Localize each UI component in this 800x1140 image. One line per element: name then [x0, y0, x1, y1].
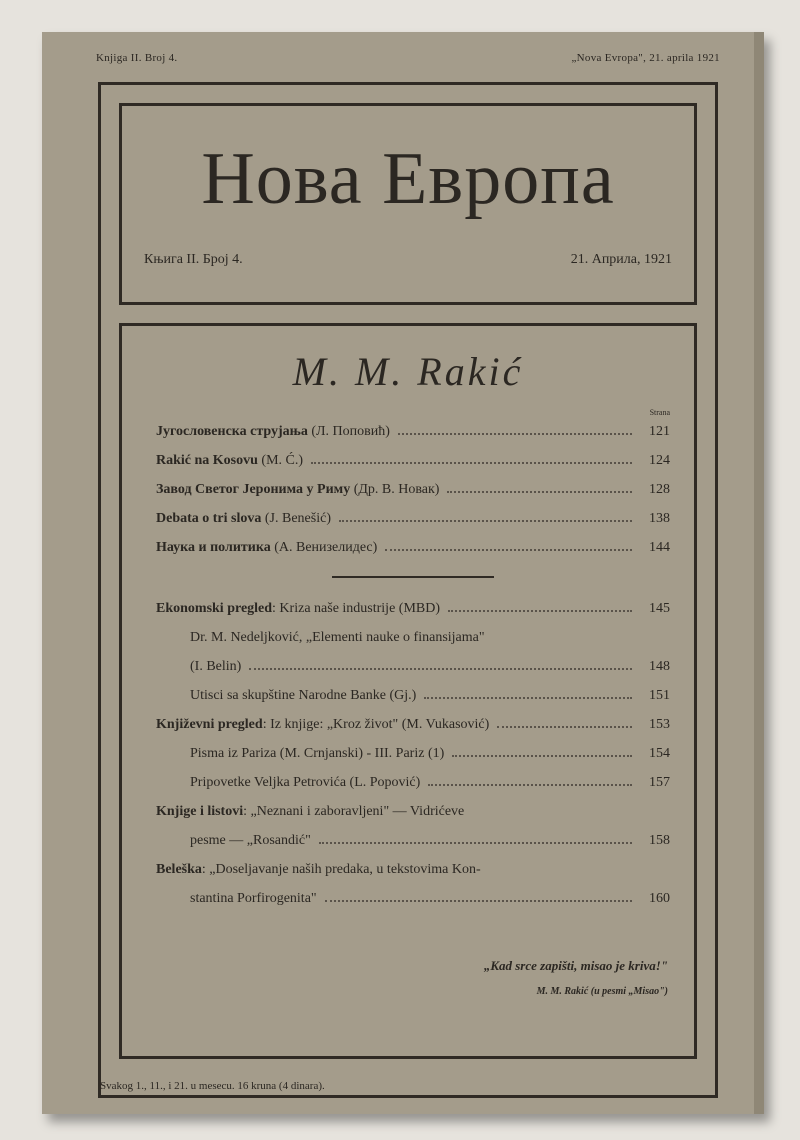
toc-entry: [156, 453, 670, 482]
toc-entry-detail: (Др. В. Новак): [350, 482, 440, 497]
top-line: [96, 52, 720, 64]
magazine-title: Нова Европа: [201, 138, 615, 220]
top-date-label: „Nova Evropa", 21. aprila 1921: [571, 52, 720, 64]
toc-entry-detail: Pripovetke Veljka Petrovića (L. Popović): [190, 775, 421, 790]
toc-entry-title: Knjige i listovi: [156, 804, 244, 819]
leader-dots: [448, 610, 632, 612]
toc-section-1: [156, 424, 670, 569]
toc-entry-text: [190, 688, 416, 704]
epigraph-quote: „Kad srce zapišti, misao je kriva!": [483, 958, 668, 973]
toc-entry-text: [156, 804, 464, 820]
toc-entry-page: 145: [649, 601, 670, 616]
toc-entry-title: Наука и политика: [156, 540, 271, 555]
toc-entry-detail: Utisci sa skupštine Narodne Banke (Gj.): [190, 688, 417, 703]
toc-entry-page: 128: [649, 482, 670, 497]
toc-entry-page: 157: [649, 775, 670, 790]
leader-dots: [447, 491, 632, 493]
leader-dots: [319, 842, 632, 844]
toc-entry-detail: : Iz knjige: „Kroz život" (M. Vukasović): [262, 717, 490, 732]
toc-entry: [156, 833, 670, 862]
toc-entry-detail: stantina Porfirogenita": [190, 891, 317, 906]
toc-entry-text: [190, 833, 311, 849]
toc-entry-page: 148: [649, 659, 670, 674]
leader-dots: [452, 755, 632, 757]
toc-entry: [156, 688, 670, 717]
toc-entry: [156, 601, 670, 630]
toc-entry-title: Rakić na Kosovu: [156, 453, 258, 468]
leader-dots: [339, 520, 632, 522]
toc-entry: [156, 746, 670, 775]
toc-entry-title: Beleška: [156, 862, 202, 877]
outer-frame: [98, 82, 718, 1098]
subscription-line: Svakog 1., 11., i 21. u mesecu. 16 kruna (4 dinara).: [100, 1080, 325, 1092]
toc-entry-text: [156, 601, 440, 617]
contents-box: [119, 323, 697, 1059]
toc-entry-page: 153: [649, 717, 670, 732]
toc-entry-detail: (M. Ć.): [257, 453, 304, 468]
leader-dots: [311, 462, 632, 464]
toc-entry-title: Književni pregled: [156, 717, 263, 732]
toc-entry-detail: : „Neznani i zaboravljeni" — Vidrićeve: [243, 804, 465, 819]
title-box: [119, 103, 697, 305]
toc-entry-detail: : Kriza naše industrije (MBD): [272, 601, 441, 616]
toc-entry-page: 160: [649, 891, 670, 906]
toc-entry-text: [190, 775, 420, 791]
toc-entry-detail: (I. Belin): [190, 659, 242, 674]
section-divider: [332, 576, 494, 578]
toc-entry-detail: Pisma iz Pariza (M. Crnjanski) - III. Pariz (1): [190, 746, 445, 761]
toc-entry: [156, 862, 670, 891]
top-issue-label: Knjiga II. Broj 4.: [96, 52, 178, 64]
issue-number: Књига II. Број 4.: [144, 252, 243, 267]
toc-entry-title: Завод Светог Јеронима у Риму: [156, 482, 351, 497]
toc-entry: [156, 659, 670, 688]
toc-entry: [156, 891, 670, 920]
toc-entry: [156, 482, 670, 511]
toc-entry: [156, 540, 670, 569]
toc-entry-text: [156, 453, 303, 469]
toc-entry-text: [190, 659, 241, 675]
toc-entry: [156, 630, 670, 659]
toc-entry-detail: (А. Венизелидес): [270, 540, 378, 555]
toc-entry-title: Debata o tri slova: [156, 511, 262, 526]
leader-dots: [428, 784, 632, 786]
page-column-label: Strana: [649, 408, 670, 417]
leader-dots: [497, 726, 632, 728]
toc-entry-page: 138: [649, 511, 670, 526]
toc-entry-text: [190, 746, 444, 762]
epigraph-source: M. M. Rakić (u pesmi „Misao"): [536, 986, 668, 997]
toc-entry-page: 144: [649, 540, 670, 555]
toc-entry: [156, 775, 670, 804]
cover-spine: [754, 32, 764, 1114]
toc-entry-text: [190, 630, 485, 646]
toc-entry-text: [156, 540, 377, 556]
leader-dots: [249, 668, 632, 670]
toc-entry-text: [156, 482, 439, 498]
magazine-cover: [42, 32, 764, 1114]
toc-entry-page: 151: [649, 688, 670, 703]
toc-entry-title: Ekonomski pregled: [156, 601, 273, 616]
toc-entry-page: 124: [649, 453, 670, 468]
toc-entry-detail: (Л. Поповић): [307, 424, 390, 439]
leader-dots: [385, 549, 632, 551]
toc-entry-detail: : „Doseljavanje naših predaka, u tekstovima Kon-: [201, 862, 481, 877]
toc-entry-detail: Dr. M. Nedeljković, „Elementi nauke o finansijama": [190, 630, 485, 645]
toc-entry: [156, 511, 670, 540]
toc-entry-page: 158: [649, 833, 670, 848]
toc-entry-detail: pesme — „Rosandić": [190, 833, 311, 848]
toc-entry-text: [156, 717, 489, 733]
toc-entry-text: [156, 424, 390, 440]
leader-dots: [398, 433, 632, 435]
toc-entry-text: [190, 891, 317, 907]
toc-entry: [156, 424, 670, 453]
toc-entry-page: 154: [649, 746, 670, 761]
toc-entry-text: [156, 862, 481, 878]
leader-dots: [424, 697, 632, 699]
toc-entry: [156, 717, 670, 746]
leader-dots: [325, 900, 632, 902]
issue-date: 21. Априла, 1921: [570, 252, 672, 267]
toc-section-2: [156, 601, 670, 920]
toc-entry: [156, 804, 670, 833]
featured-author: M. M. Rakić: [292, 349, 524, 394]
toc-entry-detail: (J. Benešić): [261, 511, 331, 526]
toc-entry-title: Југословенска струјања: [156, 424, 308, 439]
toc-entry-page: 121: [649, 424, 670, 439]
toc-entry-text: [156, 511, 331, 527]
